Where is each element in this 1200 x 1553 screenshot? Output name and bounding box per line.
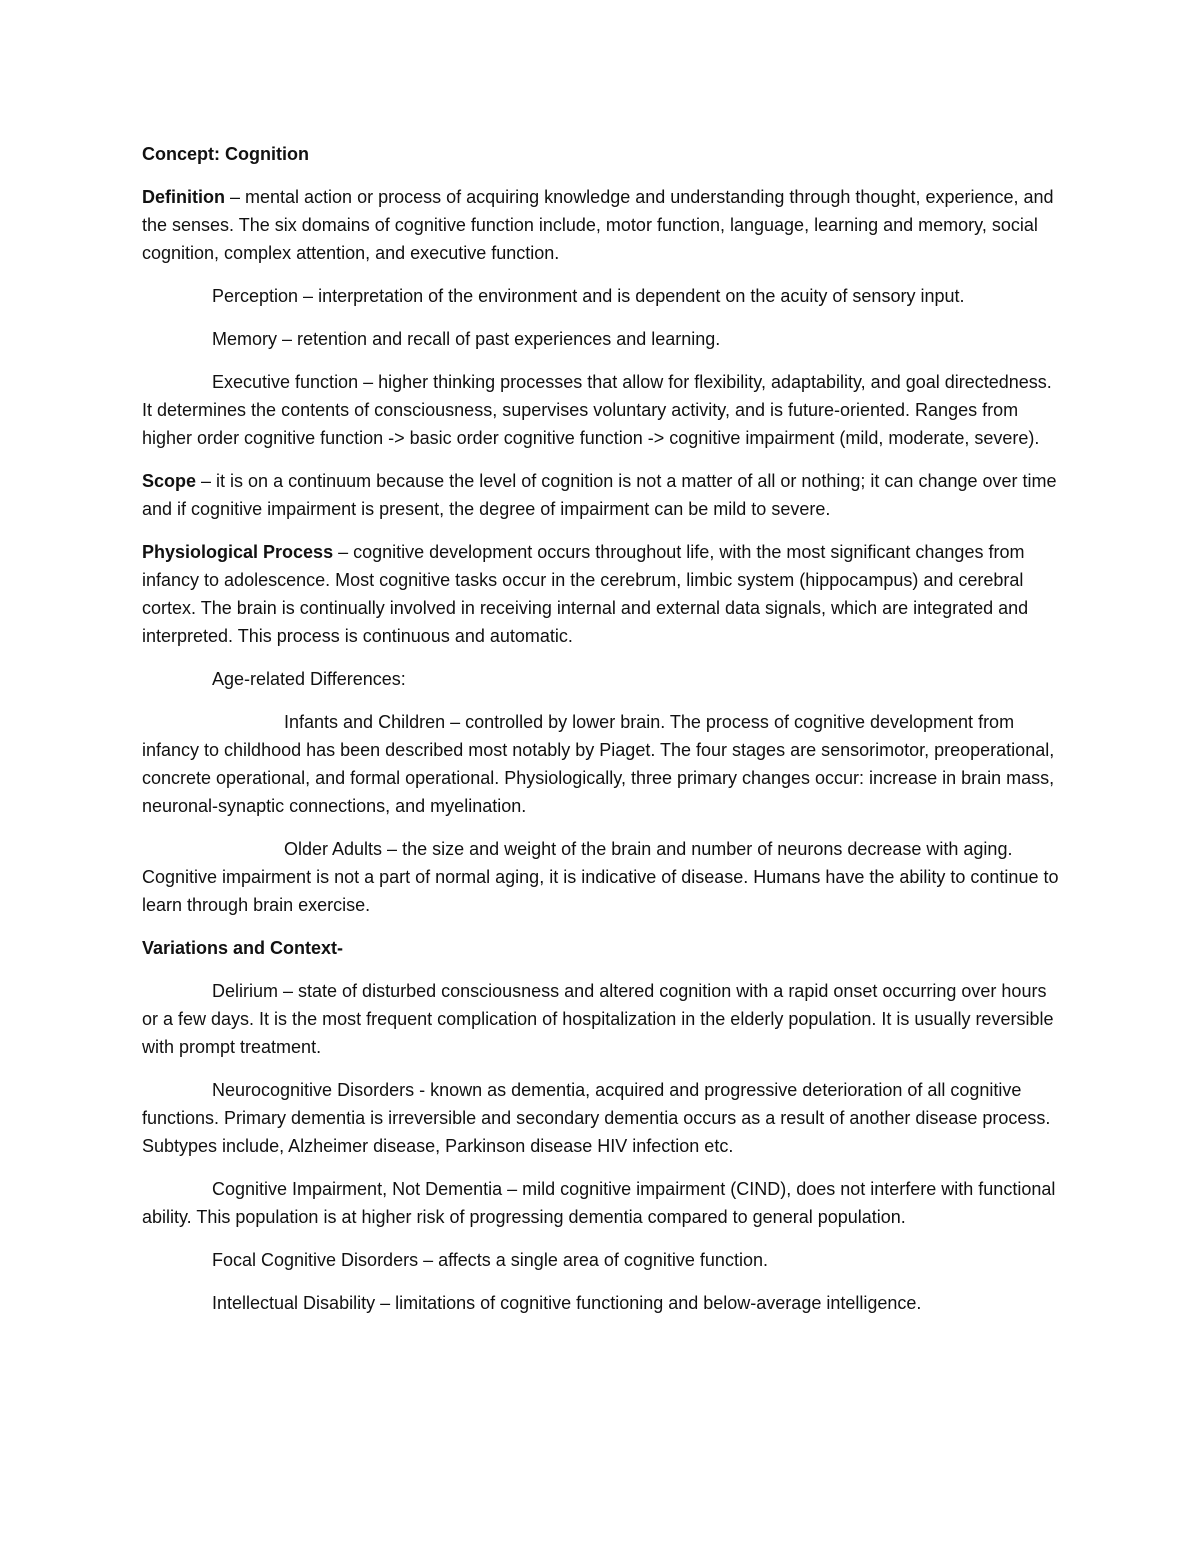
focal-paragraph: Focal Cognitive Disorders – affects a single area of cognitive function. [212,1250,768,1270]
physiological-paragraph [142,538,1064,650]
definition-label: Definition [142,187,225,207]
older-adults-paragraph: Older Adults – the size and weight of the brain and number of neurons decrease with aging. Cognitive impairment is not a part of normal aging, it is indicative of disease. Humans have the ability to continue to learn through brain exercise. [142,839,1059,915]
intellectual-disability-paragraph: Intellectual Disability – limitations of cognitive functioning and below-average intelligence. [212,1293,922,1313]
scope-paragraph [142,467,1064,523]
physiological-label: Physiological Process [142,542,334,562]
document-page [142,140,1064,1332]
age-related-heading: Age-related Differences: [212,669,406,689]
definition-text: – mental action or process of acquiring knowledge and understanding through thought, experience, and the senses. The six domains of cognitive function include, motor function, language, learning and memory, social cognition, complex attention, and executive function. [142,187,1054,263]
definition-paragraph [142,183,1064,267]
page-title: Concept: Cognition [142,144,309,164]
variations-heading: Variations and Context- [142,938,344,958]
scope-text: – it is on a continuum because the level of cognition is not a matter of all or nothing; it can change over time and if cognitive impairment is present, the degree of impairment can be mild to severe. [142,471,1057,519]
memory-paragraph: Memory – retention and recall of past experiences and learning. [212,329,721,349]
scope-label: Scope [142,471,197,491]
physiological-text: – cognitive development occurs throughout life, with the most significant changes from infancy to adolescence. Most cognitive tasks occur in the cerebrum, limbic system (hippocampus) and cerebral cortex. The brain is continually involved in receiving internal and external data signals, which are integrated and interpreted. This process is continuous and automatic. [142,542,1029,646]
neurocognitive-paragraph: Neurocognitive Disorders - known as dementia, acquired and progressive deterioration of all cognitive functions. Primary dementia is irreversible and secondary dementia occurs as a result of another disease process. Subtypes include, Alzheimer disease, Parkinson disease HIV infection etc. [142,1080,1051,1156]
cind-paragraph: Cognitive Impairment, Not Dementia – mild cognitive impairment (CIND), does not interfere with functional ability. This population is at higher risk of progressing dementia compared to general population. [142,1179,1056,1227]
delirium-paragraph: Delirium – state of disturbed consciousness and altered cognition with a rapid onset occurring over hours or a few days. It is the most frequent complication of hospitalization in the elderly population. It is usually reversible with prompt treatment. [142,981,1054,1057]
infants-children-paragraph: Infants and Children – controlled by lower brain. The process of cognitive development from infancy to childhood has been described most notably by Piaget. The four stages are sensorimotor, preoperational, concrete operational, and formal operational. Physiologically, three primary changes occur: increase in brain mass, neuronal-synaptic connections, and myelination. [142,712,1055,816]
executive-function-paragraph: Executive function – higher thinking processes that allow for flexibility, adaptability, and goal directedness. It determines the contents of consciousness, supervises voluntary activity, and is future-oriented. Ranges from higher order cognitive function -> basic order cognitive function -> cognitive impairment (mild, moderate, severe). [142,372,1052,448]
perception-paragraph: Perception – interpretation of the environment and is dependent on the acuity of sensory input. [212,286,965,306]
